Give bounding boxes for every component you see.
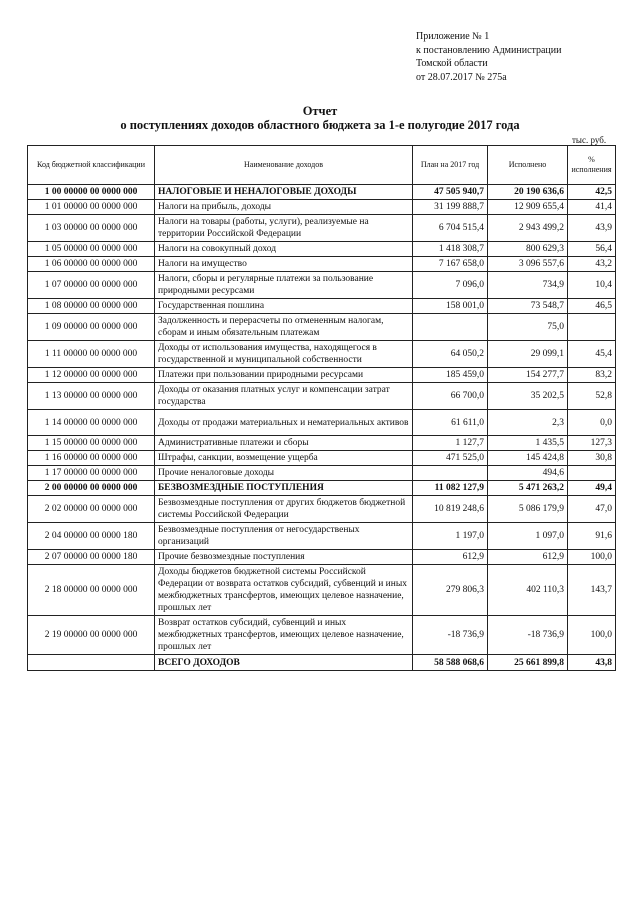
plan-cell: 6 704 515,4 [413,215,488,242]
table-row [28,523,616,550]
code-cell: 2 18 00000 00 0000 000 [28,565,155,616]
code-cell: 1 14 00000 00 0000 000 [28,410,155,436]
table-row [28,410,616,436]
done-cell: 2 943 499,2 [488,215,568,242]
report-title: Отчет [302,104,338,118]
pct-cell: 46,5 [568,299,616,314]
table-header-row [28,146,616,185]
code-cell: 1 11 00000 00 0000 000 [28,341,155,368]
revenue-table [27,145,616,671]
done-cell: 25 661 899,8 [488,655,568,671]
table-row [28,341,616,368]
header-line-1: Приложение № 1 [416,31,490,42]
pct-cell: 127,3 [568,436,616,451]
units-label: тыс. руб. [572,135,607,145]
pct-cell: 45,4 [568,341,616,368]
code-cell: 2 19 00000 00 0000 000 [28,616,155,655]
done-cell: 29 099,1 [488,341,568,368]
table-row [28,466,616,481]
pct-cell: 49,4 [568,481,616,496]
name-cell: Безвозмездные поступления от негосударственых организаций [155,523,413,550]
plan-cell: 185 459,0 [413,368,488,383]
table-row [28,481,616,496]
name-cell: Доходы от использования имущества, находящегося в государственной и муниципальной собственности [155,341,413,368]
code-cell: 2 02 00000 00 0000 000 [28,496,155,523]
plan-cell [413,466,488,481]
name-cell: Задолженность и перерасчеты по отмененным налогам, сборам и иным обязательным платежам [155,314,413,341]
plan-cell: 10 819 248,6 [413,496,488,523]
table-row [28,299,616,314]
pct-cell: 100,0 [568,616,616,655]
done-cell: 20 190 636,6 [488,185,568,200]
plan-cell: 64 050,2 [413,341,488,368]
pct-cell: 91,6 [568,523,616,550]
table-row [28,200,616,215]
column-header-name: Наименование доходов [155,146,413,185]
done-cell: 35 202,5 [488,383,568,410]
plan-cell [413,314,488,341]
column-header-done: Исполнено [488,146,568,185]
plan-cell: 47 505 940,7 [413,185,488,200]
table-row [28,314,616,341]
plan-cell: 471 525,0 [413,451,488,466]
plan-cell: 61 611,0 [413,410,488,436]
pct-cell: 41,4 [568,200,616,215]
table-row [28,655,616,671]
code-cell: 1 13 00000 00 0000 000 [28,383,155,410]
done-cell: 1 097,0 [488,523,568,550]
column-header-code: Код бюджетной классификации [28,146,155,185]
code-cell: 1 07 00000 00 0000 000 [28,272,155,299]
table-row [28,436,616,451]
done-cell: -18 736,9 [488,616,568,655]
done-cell: 12 909 655,4 [488,200,568,215]
pct-cell: 47,0 [568,496,616,523]
header-line-4: от 28.07.2017 № 275а [416,71,507,83]
pct-cell: 0,0 [568,410,616,436]
name-cell: Штрафы, санкции, возмещение ущерба [155,451,413,466]
name-cell: Налоги, сборы и регулярные платежи за пользование природными ресурсами [155,272,413,299]
code-cell: 2 00 00000 00 0000 000 [28,481,155,496]
name-cell: Налоги на имущество [155,257,413,272]
name-cell: Доходы от продажи материальных и нематериальных активов [155,410,413,436]
name-cell: Доходы бюджетов бюджетной системы Российской Федерации от возврата остатков субсидий, субвенций и иных межбюджетных трансфертов, имеющих целевое назначение, прошлых лет [155,565,413,616]
table-row [28,368,616,383]
pct-cell: 52,8 [568,383,616,410]
name-cell: НАЛОГОВЫЕ И НЕНАЛОГОВЫЕ ДОХОДЫ [155,185,413,200]
done-cell: 2,3 [488,410,568,436]
plan-cell: 158 001,0 [413,299,488,314]
table-body [28,185,616,671]
header-line-3: Томской области [416,58,488,69]
pct-cell: 83,2 [568,368,616,383]
done-cell: 3 096 557,6 [488,257,568,272]
table-row [28,496,616,523]
code-cell: 2 07 00000 00 0000 180 [28,550,155,565]
plan-cell: 1 127,7 [413,436,488,451]
name-cell: ВСЕГО ДОХОДОВ [155,655,413,671]
name-cell: Доходы от оказания платных услуг и компенсации затрат государства [155,383,413,410]
table-row [28,550,616,565]
code-cell [28,655,155,671]
name-cell: Государственная пошлина [155,299,413,314]
plan-cell: 1 197,0 [413,523,488,550]
table-row [28,272,616,299]
done-cell: 5 086 179,9 [488,496,568,523]
table-row [28,242,616,257]
table-row [28,383,616,410]
approval-header [416,30,562,84]
code-cell: 1 06 00000 00 0000 000 [28,257,155,272]
done-cell: 402 110,3 [488,565,568,616]
name-cell: Возврат остатков субсидий, субвенций и иных межбюджетных трансфертов, имеющих целевое назначение, прошлых лет [155,616,413,655]
pct-cell [568,466,616,481]
done-cell: 612,9 [488,550,568,565]
plan-cell: 58 588 068,6 [413,655,488,671]
table-row [28,565,616,616]
pct-cell: 43,8 [568,655,616,671]
report-subtitle: о поступлениях доходов областного бюджета за 1-е полугодие 2017 года [120,118,520,132]
code-cell: 1 01 00000 00 0000 000 [28,200,155,215]
done-cell: 734,9 [488,272,568,299]
code-cell: 1 15 00000 00 0000 000 [28,436,155,451]
pct-cell: 43,9 [568,215,616,242]
code-cell: 1 05 00000 00 0000 000 [28,242,155,257]
name-cell: Прочие безвозмездные поступления [155,550,413,565]
done-cell: 5 471 263,2 [488,481,568,496]
done-cell: 73 548,7 [488,299,568,314]
header-line-2: к постановлению Администрации [416,44,562,56]
plan-cell: -18 736,9 [413,616,488,655]
plan-cell: 66 700,0 [413,383,488,410]
done-cell: 800 629,3 [488,242,568,257]
name-cell: Налоги на совокупный доход [155,242,413,257]
plan-cell: 7 167 658,0 [413,257,488,272]
code-cell: 1 00 00000 00 0000 000 [28,185,155,200]
plan-cell: 7 096,0 [413,272,488,299]
code-cell: 1 12 00000 00 0000 000 [28,368,155,383]
code-cell: 1 09 00000 00 0000 000 [28,314,155,341]
pct-cell: 30,8 [568,451,616,466]
code-cell: 1 03 00000 00 0000 000 [28,215,155,242]
table-row [28,215,616,242]
code-cell: 2 04 00000 00 0000 180 [28,523,155,550]
plan-cell: 279 806,3 [413,565,488,616]
pct-cell: 42,5 [568,185,616,200]
plan-cell: 31 199 888,7 [413,200,488,215]
name-cell: Налоги на товары (работы, услуги), реализуемые на территории Российской Федерации [155,215,413,242]
name-cell: БЕЗВОЗМЕЗДНЫЕ ПОСТУПЛЕНИЯ [155,481,413,496]
pct-cell: 10,4 [568,272,616,299]
pct-cell: 56,4 [568,242,616,257]
table-row [28,185,616,200]
code-cell: 1 08 00000 00 0000 000 [28,299,155,314]
plan-cell: 612,9 [413,550,488,565]
column-header-pct: % исполнения [568,146,616,185]
column-header-plan: План на 2017 год [413,146,488,185]
table-row [28,451,616,466]
name-cell: Платежи при пользовании природными ресурсами [155,368,413,383]
done-cell: 494,6 [488,466,568,481]
code-cell: 1 17 00000 00 0000 000 [28,466,155,481]
pct-cell: 43,2 [568,257,616,272]
plan-cell: 11 082 127,9 [413,481,488,496]
pct-cell: 143,7 [568,565,616,616]
done-cell: 154 277,7 [488,368,568,383]
pct-cell: 100,0 [568,550,616,565]
done-cell: 145 424,8 [488,451,568,466]
code-cell: 1 16 00000 00 0000 000 [28,451,155,466]
plan-cell: 1 418 308,7 [413,242,488,257]
name-cell: Налоги на прибыль, доходы [155,200,413,215]
table-row [28,257,616,272]
table-row [28,616,616,655]
name-cell: Административные платежи и сборы [155,436,413,451]
done-cell: 1 435,5 [488,436,568,451]
pct-cell [568,314,616,341]
name-cell: Безвозмездные поступления от других бюджетов бюджетной системы Российской Федерации [155,496,413,523]
done-cell: 75,0 [488,314,568,341]
name-cell: Прочие неналоговые доходы [155,466,413,481]
